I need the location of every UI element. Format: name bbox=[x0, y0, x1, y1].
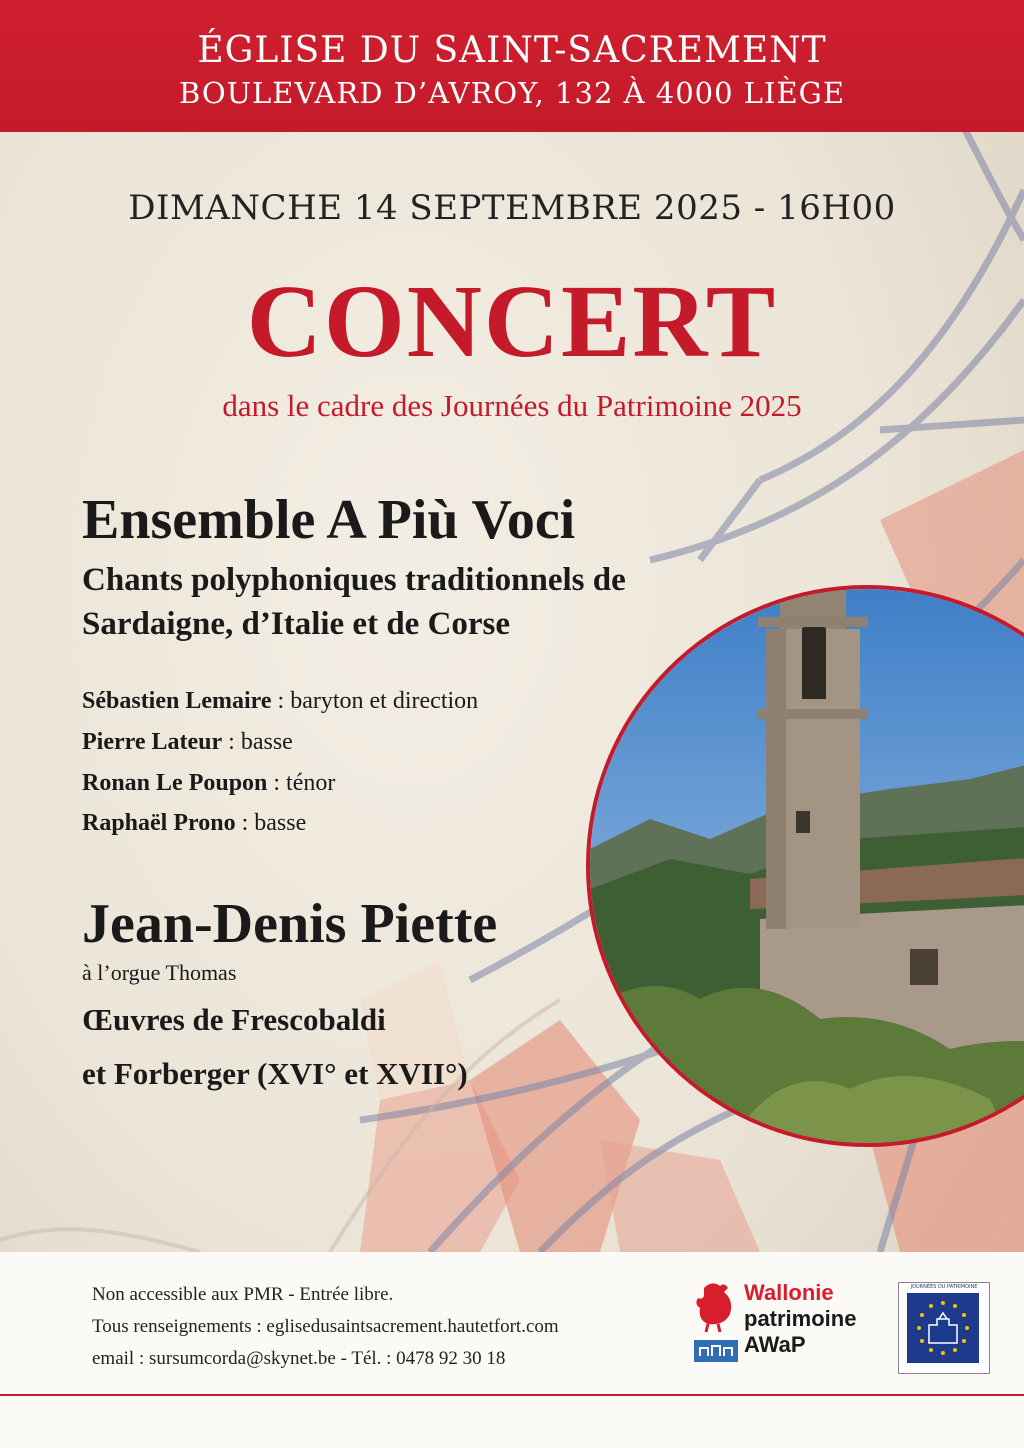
footer bbox=[0, 1252, 1024, 1448]
musician-item bbox=[82, 688, 478, 715]
header-banner bbox=[0, 0, 1024, 132]
musician-role: : baryton et direction bbox=[271, 688, 479, 714]
concert-subtitle: dans le cadre des Journées du Patrimoine 2025 bbox=[222, 388, 802, 423]
musician-item bbox=[82, 810, 306, 837]
organist-instrument: à l’orgue Thomas bbox=[82, 960, 237, 985]
ensemble-description-line1: Chants polyphoniques traditionnels de bbox=[82, 562, 626, 598]
wallonie-patrimoine-logo bbox=[694, 1280, 884, 1364]
musician-name: Pierre Lateur bbox=[82, 729, 223, 755]
logo-text-awap: AWaP bbox=[744, 1332, 806, 1357]
musician-name: Ronan Le Poupon bbox=[82, 770, 268, 796]
rooster-icon bbox=[694, 1280, 742, 1364]
musician-role: : basse bbox=[222, 729, 293, 755]
journees-patrimoine-logo bbox=[898, 1282, 990, 1374]
ensemble-name: Ensemble A Più Voci bbox=[82, 489, 576, 551]
logo-text-patrimoine: patrimoine bbox=[744, 1306, 857, 1331]
footer-divider bbox=[0, 1394, 1024, 1396]
concert-title: CONCERT bbox=[246, 264, 778, 379]
musician-role: : basse bbox=[235, 810, 307, 836]
contact-info: email : sursumcorda@skynet.be - Tél. : 0478 92 30 18 bbox=[92, 1348, 506, 1369]
logo-text-jdp: JOURNÉES DU PATRIMOINE bbox=[910, 1284, 978, 1290]
musician-item bbox=[82, 729, 293, 756]
logo-text-wallonie: Wallonie bbox=[744, 1280, 834, 1305]
event-date-line: DIMANCHE 14 SEPTEMBRE 2025 - 16H00 bbox=[128, 188, 896, 228]
church-name: ÉGLISE DU SAINT-SACREMENT bbox=[197, 30, 827, 71]
musician-name: Raphaël Prono bbox=[82, 810, 236, 836]
website-info: Tous renseignements : eglisedusaintsacrement.hautetfort.com bbox=[92, 1316, 559, 1337]
ensemble-description-line2: Sardaigne, d’Italie et de Corse bbox=[82, 606, 511, 642]
musician-role: : ténor bbox=[267, 770, 336, 796]
access-info: Non accessible aux PMR - Entrée libre. bbox=[92, 1284, 394, 1305]
works-line2: et Forberger (XVI° et XVII°) bbox=[82, 1056, 468, 1091]
musician-name: Sébastien Lemaire bbox=[82, 688, 272, 714]
musician-item bbox=[82, 770, 335, 797]
works-line1: Œuvres de Frescobaldi bbox=[82, 1002, 386, 1037]
church-address: BOULEVARD D’AVROY, 132 À 4000 LIÈGE bbox=[178, 76, 846, 110]
organist-name: Jean-Denis Piette bbox=[82, 893, 498, 955]
